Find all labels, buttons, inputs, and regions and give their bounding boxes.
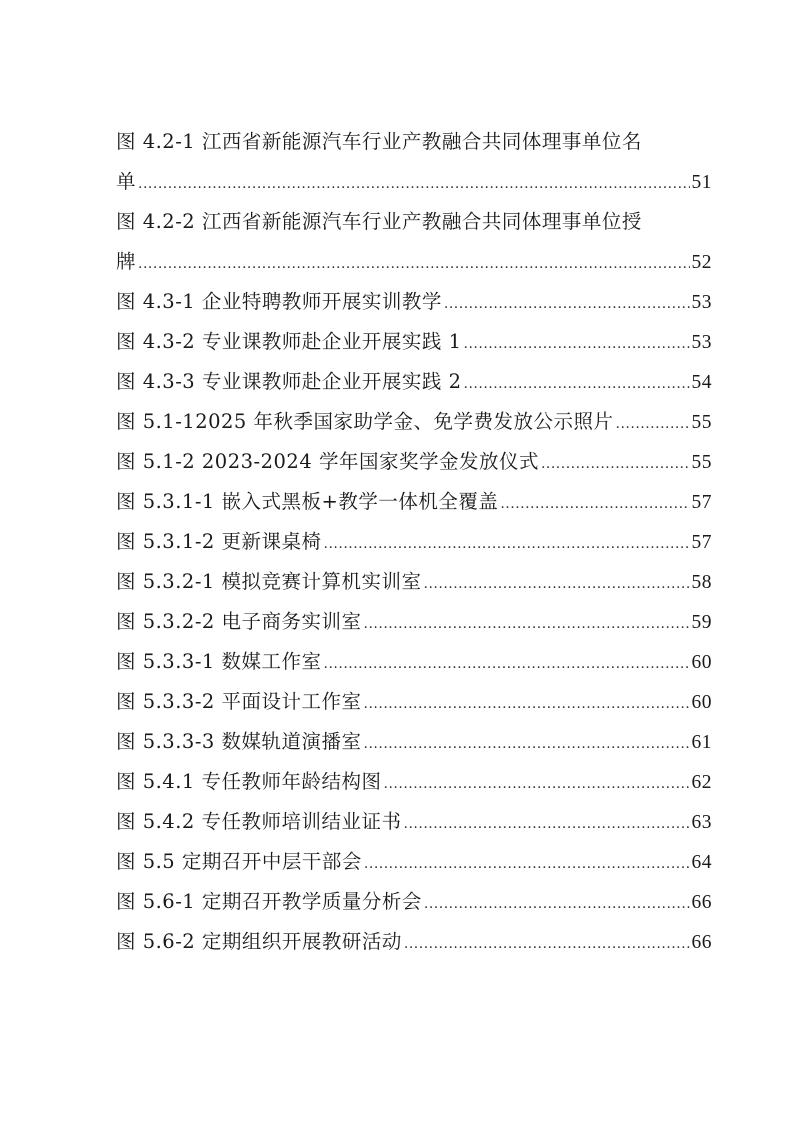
toc-entry[interactable] bbox=[116, 682, 712, 722]
toc-entry[interactable] bbox=[116, 602, 712, 642]
toc-entry-line bbox=[116, 322, 712, 362]
toc-entry[interactable] bbox=[116, 442, 712, 482]
dot-leader bbox=[138, 244, 689, 284]
toc-entry-line bbox=[116, 162, 712, 202]
toc-entry[interactable] bbox=[116, 722, 712, 762]
toc-entry-title: 图 5.3.3-3 数媒轨道演播室 bbox=[116, 730, 362, 753]
toc-entry-line bbox=[116, 362, 712, 402]
toc-page-number: 58 bbox=[691, 572, 712, 593]
toc-entry-line bbox=[116, 762, 712, 802]
toc-entry-title: 图 5.1-2 2023-2024 学年国家奖学金发放仪式 bbox=[116, 450, 539, 473]
toc-page-number: 55 bbox=[691, 452, 712, 473]
toc-entry-line bbox=[116, 282, 712, 322]
toc-entry-title: 图 5.4.1 专任教师年龄结构图 bbox=[116, 770, 382, 793]
dot-leader bbox=[364, 724, 690, 764]
dot-leader bbox=[324, 644, 690, 684]
toc-entry-title: 图 5.6-1 定期召开教学质量分析会 bbox=[116, 890, 422, 913]
figure-list bbox=[116, 122, 712, 962]
toc-entry-title: 图 5.3.3-2 平面设计工作室 bbox=[116, 690, 362, 713]
dot-leader bbox=[138, 164, 689, 204]
toc-page-number: 62 bbox=[691, 772, 712, 793]
toc-page-number: 60 bbox=[691, 652, 712, 673]
toc-page-number: 53 bbox=[691, 292, 712, 313]
toc-entry-title: 图 5.3.2-1 模拟竞赛计算机实训室 bbox=[116, 570, 422, 593]
toc-entry-line bbox=[116, 242, 712, 282]
toc-entry[interactable] bbox=[116, 802, 712, 842]
toc-page-number: 57 bbox=[691, 492, 712, 513]
toc-entry-line bbox=[116, 682, 712, 722]
dot-leader bbox=[364, 844, 690, 884]
toc-page-number: 55 bbox=[691, 412, 712, 433]
toc-entry-title: 图 5.6-2 定期组织开展教研活动 bbox=[116, 930, 402, 953]
toc-page-number: 60 bbox=[691, 692, 712, 713]
toc-entry-title: 图 4.3-1 企业特聘教师开展实训教学 bbox=[116, 290, 442, 313]
toc-entry[interactable] bbox=[116, 482, 712, 522]
dot-leader bbox=[384, 764, 690, 804]
toc-entry[interactable] bbox=[116, 922, 712, 962]
toc-entry[interactable] bbox=[116, 362, 712, 402]
dot-leader bbox=[616, 404, 690, 444]
dot-leader bbox=[404, 804, 690, 844]
dot-leader bbox=[364, 604, 690, 644]
toc-entry-title: 图 5.3.1-2 更新课桌椅 bbox=[116, 530, 322, 553]
toc-page-number: 63 bbox=[691, 812, 712, 833]
toc-entry[interactable] bbox=[116, 322, 712, 362]
toc-page-number: 61 bbox=[691, 732, 712, 753]
toc-entry[interactable] bbox=[116, 562, 712, 602]
toc-entry-title: 图 5.3.2-2 电子商务实训室 bbox=[116, 610, 362, 633]
toc-page-number: 51 bbox=[691, 172, 712, 193]
toc-entry[interactable] bbox=[116, 522, 712, 562]
toc-page-number: 54 bbox=[691, 372, 712, 393]
dot-leader bbox=[464, 324, 690, 364]
toc-entry-title: 图 5.3.1-1 嵌入式黑板+教学一体机全覆盖 bbox=[116, 490, 499, 513]
dot-leader bbox=[464, 364, 690, 404]
toc-entry-line bbox=[116, 642, 712, 682]
toc-entry-title: 图 4.2-2 江西省新能源汽车行业产教融合共同体理事单位授 bbox=[116, 210, 642, 233]
dot-leader bbox=[500, 484, 689, 524]
toc-entry-line bbox=[116, 522, 712, 562]
toc-entry[interactable] bbox=[116, 402, 712, 442]
dot-leader bbox=[424, 564, 690, 604]
toc-entry-title: 图 5.4.2 专任教师培训结业证书 bbox=[116, 810, 402, 833]
dot-leader bbox=[444, 284, 690, 324]
toc-entry-line bbox=[116, 722, 712, 762]
dot-leader bbox=[541, 444, 690, 484]
dot-leader bbox=[324, 524, 690, 564]
dot-leader bbox=[424, 884, 690, 924]
toc-page-number: 59 bbox=[691, 612, 712, 633]
toc-entry-line bbox=[116, 922, 712, 962]
toc-entry-line bbox=[116, 442, 712, 482]
toc-page-number: 53 bbox=[691, 332, 712, 353]
toc-entry-line bbox=[116, 842, 712, 882]
toc-entry[interactable] bbox=[116, 842, 712, 882]
toc-entry-title: 图 4.2-1 江西省新能源汽车行业产教融合共同体理事单位名 bbox=[116, 130, 642, 153]
toc-entry-line bbox=[116, 802, 712, 842]
toc-entry-title: 图 4.3-2 专业课教师赴企业开展实践 1 bbox=[116, 330, 462, 353]
toc-entry[interactable] bbox=[116, 642, 712, 682]
toc-entry-title: 图 5.1-12025 年秋季国家助学金、免学费发放公示照片 bbox=[116, 410, 614, 433]
toc-entry-line bbox=[116, 402, 712, 442]
toc-entry[interactable] bbox=[116, 202, 712, 282]
toc-entry-title: 图 5.5 定期召开中层干部会 bbox=[116, 850, 362, 873]
toc-page-number: 52 bbox=[691, 252, 712, 273]
toc-entry[interactable] bbox=[116, 882, 712, 922]
dot-leader bbox=[364, 684, 690, 724]
toc-entry-line bbox=[116, 602, 712, 642]
dot-leader bbox=[404, 924, 690, 964]
toc-entry-line bbox=[116, 882, 712, 922]
toc-entry-line bbox=[116, 482, 712, 522]
toc-entry[interactable] bbox=[116, 122, 712, 202]
toc-entry-title: 牌 bbox=[116, 250, 137, 273]
toc-entry-title: 单 bbox=[116, 170, 137, 193]
toc-entry[interactable] bbox=[116, 762, 712, 802]
toc-page-number: 57 bbox=[691, 532, 712, 553]
toc-entry-line bbox=[116, 202, 712, 242]
toc-page-number: 66 bbox=[691, 892, 712, 913]
toc-entry-line bbox=[116, 562, 712, 602]
toc-entry[interactable] bbox=[116, 282, 712, 322]
toc-entry-title: 图 5.3.3-1 数媒工作室 bbox=[116, 650, 322, 673]
toc-page-number: 66 bbox=[691, 932, 712, 953]
toc-entry-line bbox=[116, 122, 712, 162]
toc-entry-title: 图 4.3-3 专业课教师赴企业开展实践 2 bbox=[116, 370, 462, 393]
toc-page-number: 64 bbox=[691, 852, 712, 873]
